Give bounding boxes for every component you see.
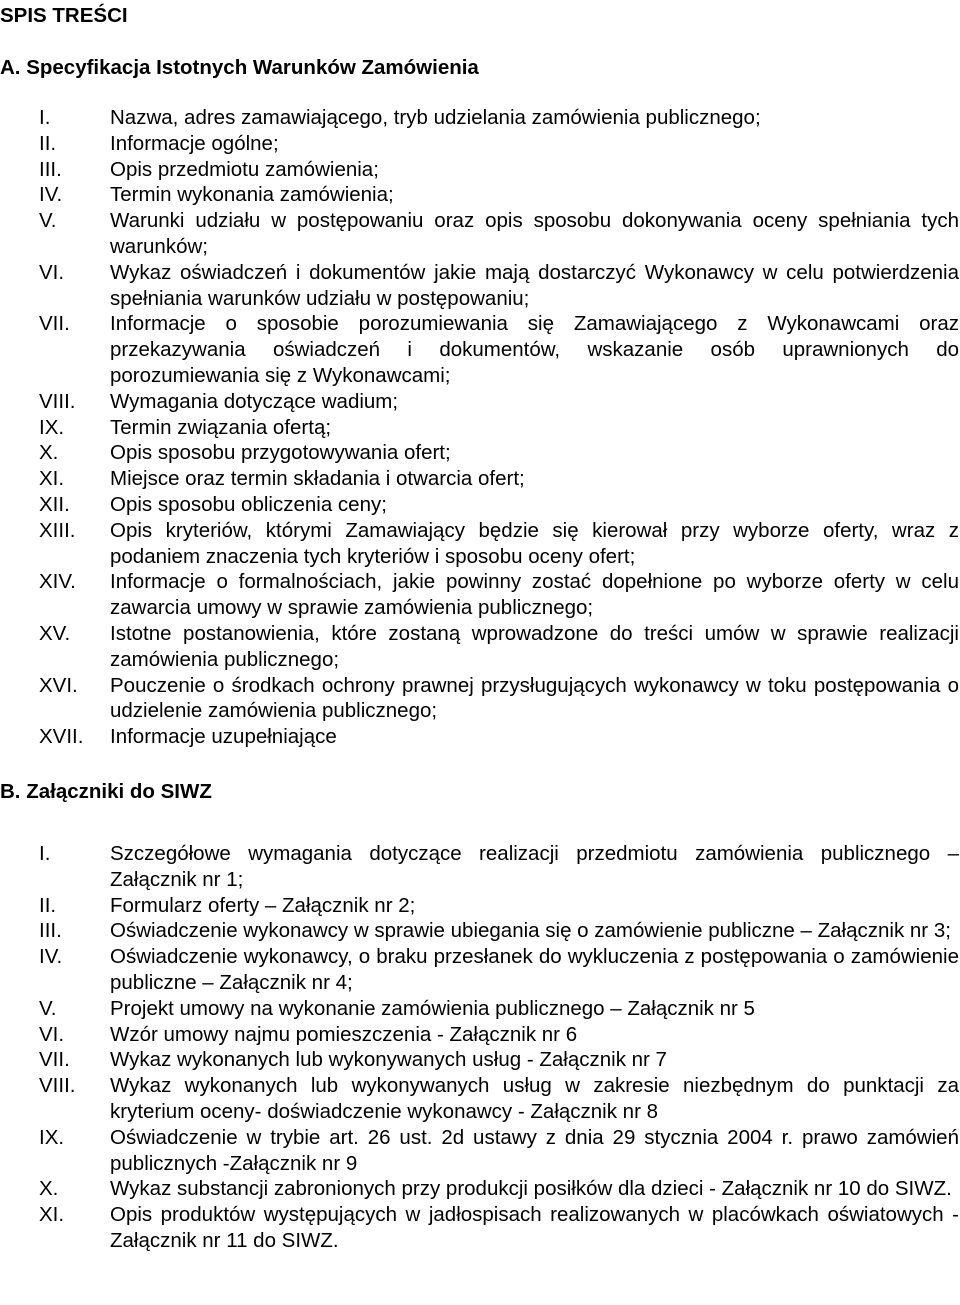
item-numeral: VII. bbox=[39, 1048, 70, 1072]
toc-item bbox=[0, 893, 959, 919]
item-text: Istotne postanowienia, które zostaną wprowadzone do treści umów w sprawie realizacji zamówienia publicznego; bbox=[110, 621, 959, 671]
item-text: Oświadczenie w trybie art. 26 ust. 2d ustawy z dnia 29 stycznia 2004 r. prawo zamówień publicznych -Załącznik nr 9 bbox=[110, 1125, 959, 1175]
item-numeral: XI. bbox=[39, 1203, 65, 1227]
toc-item bbox=[0, 182, 959, 208]
item-numeral: I. bbox=[39, 106, 51, 129]
section-a-list bbox=[0, 105, 959, 750]
item-text: Wykaz oświadczeń i dokumentów jakie mają dostarczyć Wykonawcy w celu potwierdzenia spełniania warunków udziału w postępowaniu; bbox=[110, 260, 959, 310]
item-text: Wykaz wykonanych lub wykonywanych usług w zakresie niezbędnym do punktacji za kryterium oceny- doświadczenie wykonawcy - Załącznik nr 8 bbox=[110, 1074, 959, 1123]
item-text: Szczegółowe wymagania dotyczące realizacji przedmiotu zamówienia publicznego – Załącznik nr 1; bbox=[110, 842, 959, 891]
toc-item bbox=[0, 415, 959, 441]
item-text: Opis kryteriów, którymi Zamawiający będzie się kierował przy wyborze oferty, wraz z podaniem znaczenia tych kryteriów i sposobu oceny ofert; bbox=[110, 518, 959, 568]
item-numeral: III. bbox=[39, 157, 62, 181]
toc-item bbox=[0, 518, 959, 570]
item-text: Wykaz wykonanych lub wykonywanych usług - Załącznik nr 7 bbox=[110, 1048, 667, 1072]
item-text: Wymagania dotyczące wadium; bbox=[110, 389, 399, 413]
item-numeral: V. bbox=[39, 996, 57, 1020]
item-numeral: XV. bbox=[39, 621, 71, 645]
toc-item bbox=[0, 1202, 959, 1254]
item-text: Oświadczenie wykonawcy, o braku przesłanek do wykluczenia z postępowania o zamówienie publiczne – Załącznik nr 4; bbox=[110, 945, 959, 994]
item-numeral: IV. bbox=[39, 945, 63, 969]
item-numeral: XIV. bbox=[39, 570, 76, 594]
toc-item bbox=[0, 1047, 959, 1073]
item-numeral: IV. bbox=[39, 183, 63, 207]
page-title: SPIS TREŚCI bbox=[0, 4, 128, 27]
item-text: Informacje ogólne; bbox=[110, 131, 279, 155]
toc-item bbox=[0, 466, 959, 492]
item-numeral: XII. bbox=[39, 492, 70, 516]
toc-item bbox=[0, 311, 959, 388]
toc-item bbox=[0, 1022, 959, 1048]
toc-item bbox=[0, 440, 959, 466]
item-text: Oświadczenie wykonawcy w sprawie ubiegania się o zamówienie publiczne – Załącznik nr 3; bbox=[110, 919, 951, 943]
item-text: Termin wykonania zamówienia; bbox=[110, 183, 394, 207]
section-b-list bbox=[0, 841, 959, 1254]
item-text: Formularz oferty – Załącznik nr 2; bbox=[110, 893, 416, 917]
toc-item bbox=[0, 1176, 959, 1202]
toc-item bbox=[0, 105, 959, 131]
item-numeral: IX. bbox=[39, 1125, 65, 1149]
item-text: Opis produktów występujących w jadłospisach realizowanych w placówkach oświatowych - Załącznik nr 11 do SIWZ. bbox=[110, 1203, 959, 1252]
item-text: Informacje uzupełniające bbox=[110, 725, 337, 749]
toc-item bbox=[0, 841, 959, 893]
toc-item bbox=[0, 621, 959, 673]
item-numeral: X. bbox=[39, 1177, 59, 1201]
toc-item bbox=[0, 673, 959, 725]
item-text: Wzór umowy najmu pomieszczenia - Załącznik nr 6 bbox=[110, 1022, 578, 1046]
item-numeral: VII. bbox=[39, 312, 70, 336]
item-numeral: VI. bbox=[39, 260, 65, 284]
item-text: Informacje o sposobie porozumiewania się Zamawiającego z Wykonawcami oraz przekazywania oświadczeń i dokumentów, wskazanie osób uprawnionych do porozumiewania się z Wykonawcami; bbox=[110, 312, 959, 387]
item-numeral: I. bbox=[39, 842, 51, 865]
item-text: Termin związania ofertą; bbox=[110, 415, 332, 439]
item-text: Warunki udziału w postępowaniu oraz opis sposobu dokonywania oceny spełniania tych warunków; bbox=[110, 209, 959, 258]
toc-item bbox=[0, 492, 959, 518]
item-text: Opis sposobu obliczenia ceny; bbox=[110, 492, 387, 516]
item-numeral: VI. bbox=[39, 1022, 65, 1046]
item-numeral: XVI. bbox=[39, 673, 78, 697]
toc-item bbox=[0, 569, 959, 621]
toc-item bbox=[0, 1125, 959, 1177]
item-text: Opis sposobu przygotowywania ofert; bbox=[110, 441, 451, 465]
item-numeral: X. bbox=[39, 441, 59, 465]
item-numeral: II. bbox=[39, 893, 57, 917]
item-text: Projekt umowy na wykonanie zamówienia publicznego – Załącznik nr 5 bbox=[110, 996, 755, 1020]
item-text: Informacje o formalnościach, jakie powinny zostać dopełnione po wyborze oferty w celu zawarcia umowy w sprawie zamówienia publicznego; bbox=[110, 570, 959, 620]
toc-item bbox=[0, 389, 959, 415]
toc-item bbox=[0, 157, 959, 183]
item-numeral: VIII. bbox=[39, 389, 76, 413]
toc-item bbox=[0, 944, 959, 996]
item-numeral: XIII. bbox=[39, 518, 76, 542]
item-numeral: VIII. bbox=[39, 1074, 76, 1098]
item-text: Nazwa, adres zamawiającego, tryb udzielania zamówienia publicznego; bbox=[110, 106, 761, 129]
item-text: Opis przedmiotu zamówienia; bbox=[110, 157, 379, 181]
item-text: Wykaz substancji zabronionych przy produkcji posiłków dla dzieci - Załącznik nr 10 do SIWZ. bbox=[110, 1177, 952, 1201]
section-a-heading: A. Specyfikacja Istotnych Warunków Zamówienia bbox=[0, 56, 479, 79]
item-text: Miejsce oraz termin składania i otwarcia ofert; bbox=[110, 467, 525, 491]
item-numeral: XI. bbox=[39, 467, 65, 491]
toc-item bbox=[0, 1073, 959, 1125]
item-text: Pouczenie o środkach ochrony prawnej przysługujących wykonawcy w toku postępowania o udzielenie zamówienia publicznego; bbox=[110, 673, 959, 723]
item-numeral: III. bbox=[39, 919, 62, 943]
item-numeral: V. bbox=[39, 209, 57, 233]
toc-item bbox=[0, 131, 959, 157]
toc-item bbox=[0, 724, 959, 750]
section-b-heading: B. Załączniki do SIWZ bbox=[0, 780, 212, 803]
item-numeral: IX. bbox=[39, 415, 65, 439]
toc-item bbox=[0, 208, 959, 260]
toc-item bbox=[0, 918, 959, 944]
item-numeral: II. bbox=[39, 131, 57, 155]
toc-item bbox=[0, 260, 959, 312]
item-numeral: XVII. bbox=[39, 725, 84, 749]
toc-item bbox=[0, 996, 959, 1022]
